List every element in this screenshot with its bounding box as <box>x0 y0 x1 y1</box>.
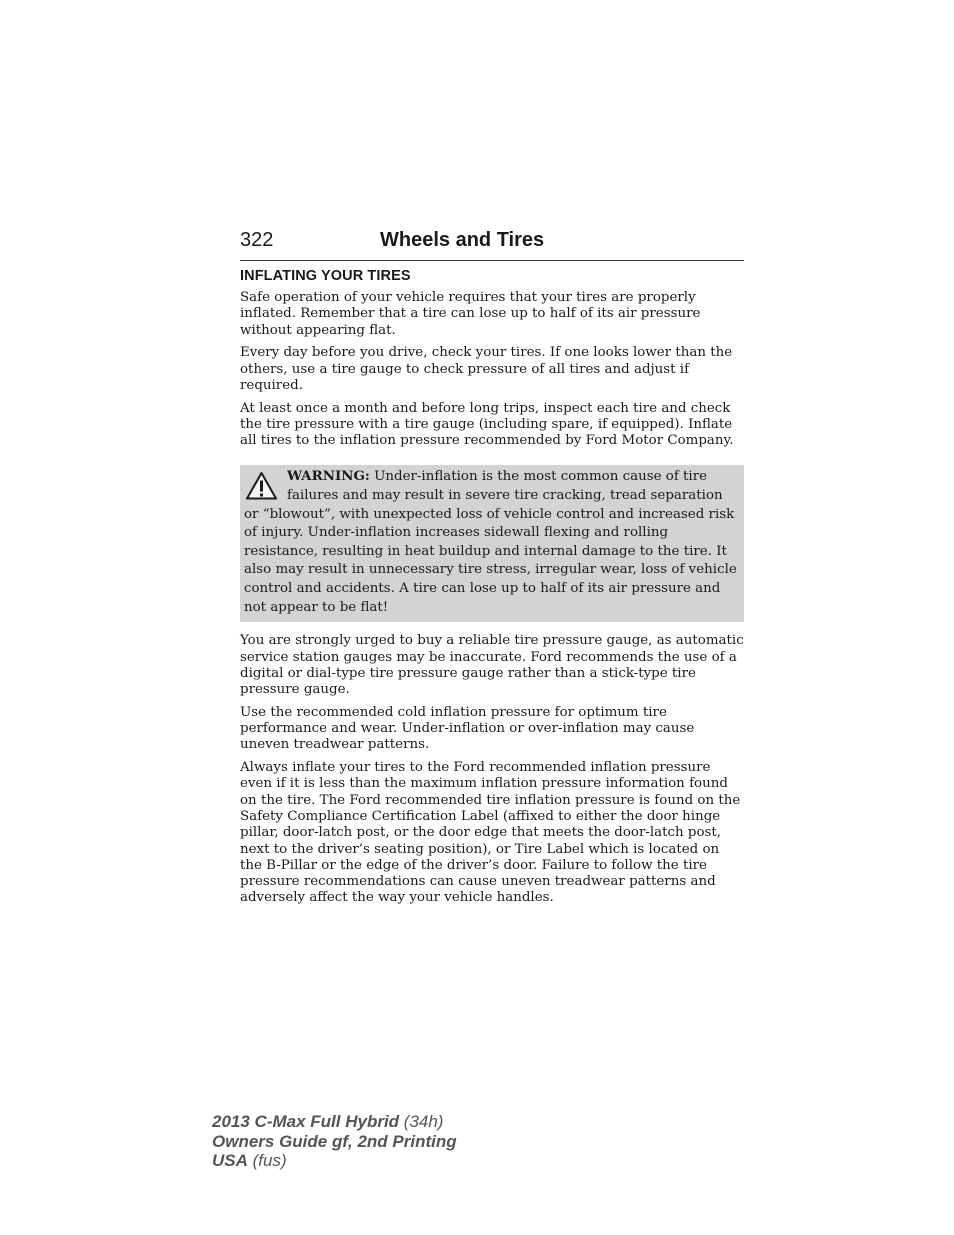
page-header <box>240 229 744 261</box>
footer-line-model: 2013 C-Max Full Hybrid (34h) <box>212 1112 444 1131</box>
warning-triangle-icon <box>245 471 278 501</box>
footer-line-region: USA (fus) <box>212 1151 287 1170</box>
warning-label: WARNING: <box>287 468 370 485</box>
paragraph: Every day before you drive, check your tires. If one looks lower than the others, use a tire gauge to check pressure of all tires and adjust if required. <box>240 345 733 393</box>
warning-box <box>240 465 744 622</box>
paragraph: Always inflate your tires to the Ford recommended inflation pressure even if it is less than the maximum inflation pressure information found on the tire. The Ford recommended tire inflation pressure is found on the Safety Compliance Certification Label (affixed to either the door hinge pillar, door-latch post, or the door edge that meets the door-latch post, next to the driver’s seating position), or Tire Label which is located on the B-Pillar or the edge of the driver’s door. Failure to follow the tire pressure recommendations can cause uneven treadwear patterns and adversely affect the way your vehicle handles. <box>240 760 741 906</box>
paragraph: You are strongly urged to buy a reliable tire pressure gauge, as automatic service station gauges may be inaccurate. Ford recommends the use of a digital or dial-type tire pressure gauge rather than a stick-type tire pressure gauge. <box>240 633 744 698</box>
paragraph: At least once a month and before long trips, inspect each tire and check the tire pressure with a tire gauge (including spare, if equipped). Inflate all tires to the inflation pressure recommended by Ford Motor Company. <box>240 400 734 449</box>
section-heading: INFLATING YOUR TIRES <box>240 268 411 284</box>
warning-body: Under-inflation is the most common cause of tire failures and may result in severe tire cracking, tread separation or “blowout”, with unexpected loss of vehicle control and increased risk of injury. Under-inflation increases sidewall flexing and rolling resistance, resulting in heat buildup and internal damage to the tire. It also may result in unnecessary tire stress, irregular wear, loss of vehicle control and accidents. A tire can lose up to half of its air pressure and not appear to be flat! <box>244 469 737 615</box>
warning-text <box>244 467 740 617</box>
page-number: 322 <box>240 229 274 251</box>
paragraph: Safe operation of your vehicle requires that your tires are properly inflated. Remember that a tire can lose up to half of its air pressure without appearing flat. <box>240 290 701 338</box>
paragraph: Use the recommended cold inflation pressure for optimum tire performance and wear. Under-inflation or over-inflation may cause uneven treadwear patterns. <box>240 704 695 753</box>
page-title: Wheels and Tires <box>380 229 545 251</box>
footer-line-guide: Owners Guide gf, 2nd Printing <box>212 1131 457 1151</box>
page-footer <box>212 1112 457 1171</box>
page-content <box>240 268 744 913</box>
